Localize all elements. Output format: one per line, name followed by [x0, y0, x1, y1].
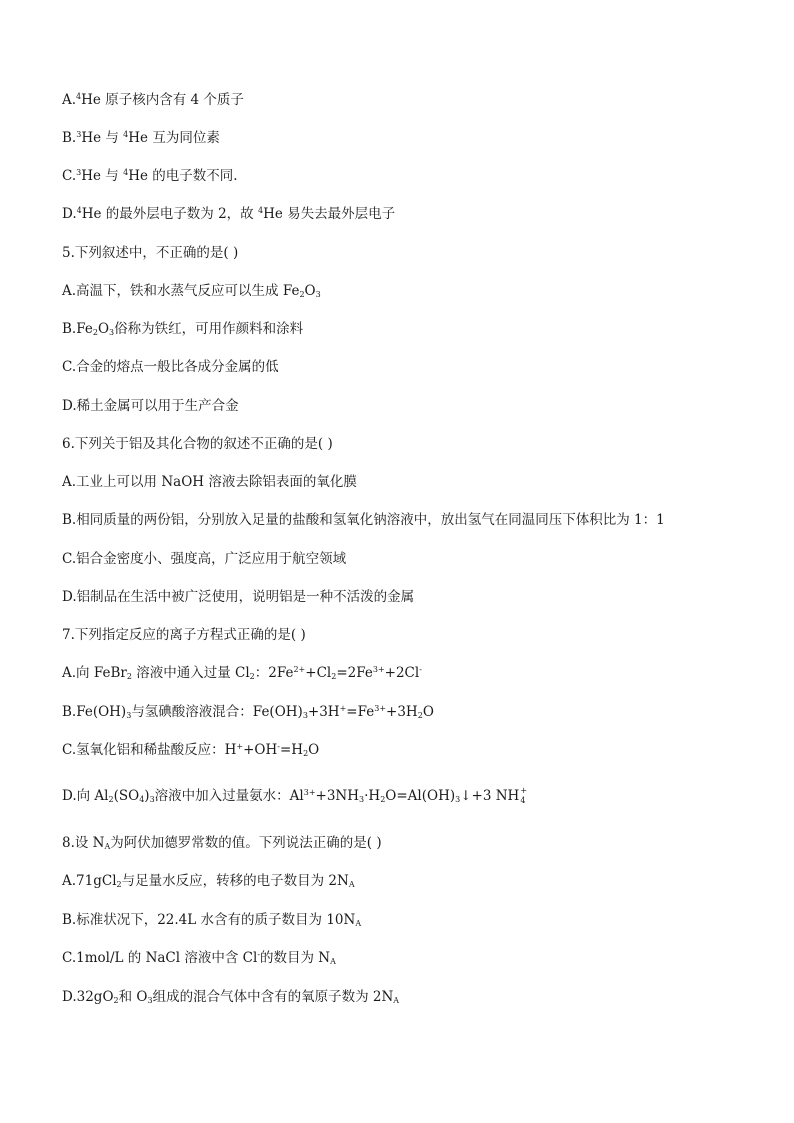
subscript: 4 — [139, 795, 145, 804]
text-run: O — [304, 283, 316, 299]
text-run: C.氢氧化铝和稀盐酸反应：H — [62, 742, 237, 758]
text-run: A.高温下，铁和水蒸气反应可以生成 Fe — [62, 283, 300, 299]
text-run: B. — [62, 130, 77, 146]
text-run: D. — [62, 206, 77, 222]
text-run: ) — [144, 788, 150, 804]
text-run: 5.下列叙述中，不正确的是( ) — [62, 245, 239, 261]
text-run: A.71gCl — [62, 873, 117, 889]
superscript: 4 — [257, 206, 264, 215]
subscript: 3 — [149, 795, 155, 804]
text-run: 6.下列关于铝及其化合物的叙述不正确的是( ) — [62, 436, 333, 452]
subscript: A — [348, 880, 355, 889]
text-run: 8.设 N — [62, 835, 105, 851]
subscript: 2 — [303, 749, 309, 758]
text-run: C.铝合金密度小、强度高，广泛应用于航空领域 — [62, 551, 347, 567]
subscript: 2 — [417, 711, 423, 720]
text-run: +OH — [243, 742, 278, 758]
text-run: 溶液中加入过量氨水：Al — [154, 788, 304, 804]
subscript: 3 — [302, 711, 308, 720]
text-run: +2Cl — [384, 665, 420, 681]
text-run: +3H — [307, 704, 340, 720]
text-run: 溶液中通入过量 Cl — [131, 665, 250, 681]
q6-option-a — [62, 473, 357, 491]
superscript: 3 — [76, 130, 82, 139]
subscript: 3 — [455, 795, 461, 804]
subscript: A — [393, 996, 400, 1005]
text-run: +3NH — [315, 788, 360, 804]
q8-option-a — [62, 872, 355, 890]
text-run: 和 O — [118, 989, 148, 1005]
text-run: He 与 — [81, 168, 124, 184]
subscript: 2 — [108, 795, 114, 804]
text-run: 为阿伏加德罗常数的值。下列说法正确的是( ) — [110, 835, 382, 851]
subscript: 2 — [299, 290, 305, 299]
text-run: B.标准状况下，22.4L 水含有的质子数目为 10N — [62, 912, 356, 928]
q7-option-d — [62, 787, 529, 805]
q6-option-c — [62, 550, 346, 568]
superscript: 3+ — [374, 704, 387, 713]
subscript: 2 — [92, 328, 98, 337]
q7-option-a — [62, 664, 422, 682]
q5-option-c — [62, 358, 279, 376]
q8-option-c — [62, 949, 336, 967]
text-run: A.工业上可以用 NaOH 溶液去除铝表面的氧化膜 — [62, 474, 357, 490]
text-run: ↓+3 NH — [460, 788, 520, 804]
text-run: He 互为同位素 — [128, 130, 220, 146]
subscript: 2 — [126, 672, 132, 681]
subscript: 3 — [359, 795, 365, 804]
text-run: D.稀土金属可以用于生产合金 — [62, 398, 239, 414]
text-run: O — [97, 321, 110, 337]
superscript: - — [257, 950, 261, 959]
subscript: 3 — [315, 290, 321, 299]
subscript: 2 — [249, 672, 255, 681]
q5-option-a — [62, 282, 321, 300]
text-run: (SO — [113, 788, 140, 804]
subscript: 4 — [520, 796, 526, 805]
subscript: 3 — [147, 996, 153, 1005]
q7-option-c — [62, 741, 319, 759]
superscript: + — [339, 704, 347, 713]
text-run: O — [308, 742, 320, 758]
subscript: 2 — [113, 996, 119, 1005]
q7-option-b — [62, 703, 434, 721]
text-run: B.Fe — [62, 321, 93, 337]
q4-option-c — [62, 167, 238, 185]
q5-option-d — [62, 397, 239, 415]
text-run: He 易失去最外层电子 — [263, 206, 396, 222]
text-run: C.合金的熔点一般比各成分金属的低 — [62, 359, 279, 375]
superscript: 3 — [76, 168, 82, 177]
subscript: 2 — [380, 795, 386, 804]
text-run: B.Fe(OH) — [62, 704, 127, 720]
text-run: 的数目为 N — [260, 950, 331, 966]
q4-option-a — [62, 91, 244, 109]
q4-option-d — [62, 205, 395, 223]
subscript: 2 — [116, 880, 122, 889]
text-run: He 原子核内含有 4 个质子 — [81, 92, 244, 108]
text-run: 7.下列指定反应的离子方程式正确的是( ) — [62, 627, 306, 643]
superscript: + — [520, 786, 528, 795]
text-run: C. — [62, 168, 77, 184]
text-run: A. — [62, 92, 77, 108]
text-run: C.1mol/L 的 NaCl 溶液中含 Cl — [62, 950, 258, 966]
subscript: 3 — [109, 328, 115, 337]
charge-stack — [519, 786, 529, 805]
subscript: A — [330, 957, 336, 966]
question-8-stem — [62, 834, 382, 852]
text-run: ·H — [364, 788, 381, 804]
text-run: +Cl — [305, 665, 332, 681]
subscript: 3 — [126, 711, 132, 720]
text-run: ：2Fe — [254, 665, 294, 681]
text-run: He 与 — [81, 130, 124, 146]
superscript: 4 — [76, 92, 82, 101]
q8-option-b — [62, 911, 361, 929]
superscript: 3+ — [303, 788, 316, 797]
text-run: O=Al(OH) — [385, 788, 456, 804]
superscript: + — [236, 742, 244, 751]
superscript: 4 — [76, 206, 82, 215]
text-run: A.向 FeBr — [62, 665, 127, 681]
text-run: O — [422, 704, 434, 720]
text-run: 与氢碘酸溶液混合：Fe(OH) — [131, 704, 303, 720]
text-run: 与足量水反应，转移的电子数目为 2N — [121, 873, 349, 889]
q4-option-b — [62, 129, 220, 147]
superscript: - — [277, 742, 280, 751]
superscript: 4 — [123, 130, 129, 139]
superscript: 3+ — [372, 665, 385, 674]
text-run: 组成的混合气体中含有的氧原子数为 2N — [152, 989, 394, 1005]
q6-option-b — [62, 511, 665, 529]
q5-option-b — [62, 320, 303, 338]
subscript: A — [104, 842, 111, 851]
text-run: B.相同质量的两份铝，分别放入足量的盐酸和氢氧化钠溶液中，放出氢气在同温同压下体积比为 1：1 — [62, 512, 665, 528]
text-run: =2Fe — [336, 665, 373, 681]
subscript: 2 — [331, 672, 337, 681]
text-run: =H — [279, 742, 304, 758]
text-run: D.32gO — [62, 989, 114, 1005]
text-run: D.向 Al — [62, 788, 109, 804]
text-run: +3H — [386, 704, 418, 720]
superscript: - — [419, 665, 422, 674]
question-6-stem — [62, 435, 333, 453]
subscript: A — [355, 919, 362, 928]
text-run: He 的电子数不同. — [128, 168, 238, 184]
superscript: 4 — [123, 168, 129, 177]
q6-option-d — [62, 588, 414, 606]
question-5-stem — [62, 244, 238, 262]
question-7-stem — [62, 626, 306, 644]
text-run: He 的最外层电子数为 2，故 — [81, 206, 258, 222]
q8-option-d — [62, 988, 399, 1006]
superscript: 2+ — [293, 665, 306, 674]
text-run: D.铝制品在生活中被广泛使用，说明铝是一种不活泼的金属 — [62, 589, 415, 605]
text-run: 俗称为铁红，可用作颜料和涂料 — [114, 321, 304, 337]
text-run: =Fe — [346, 704, 375, 720]
